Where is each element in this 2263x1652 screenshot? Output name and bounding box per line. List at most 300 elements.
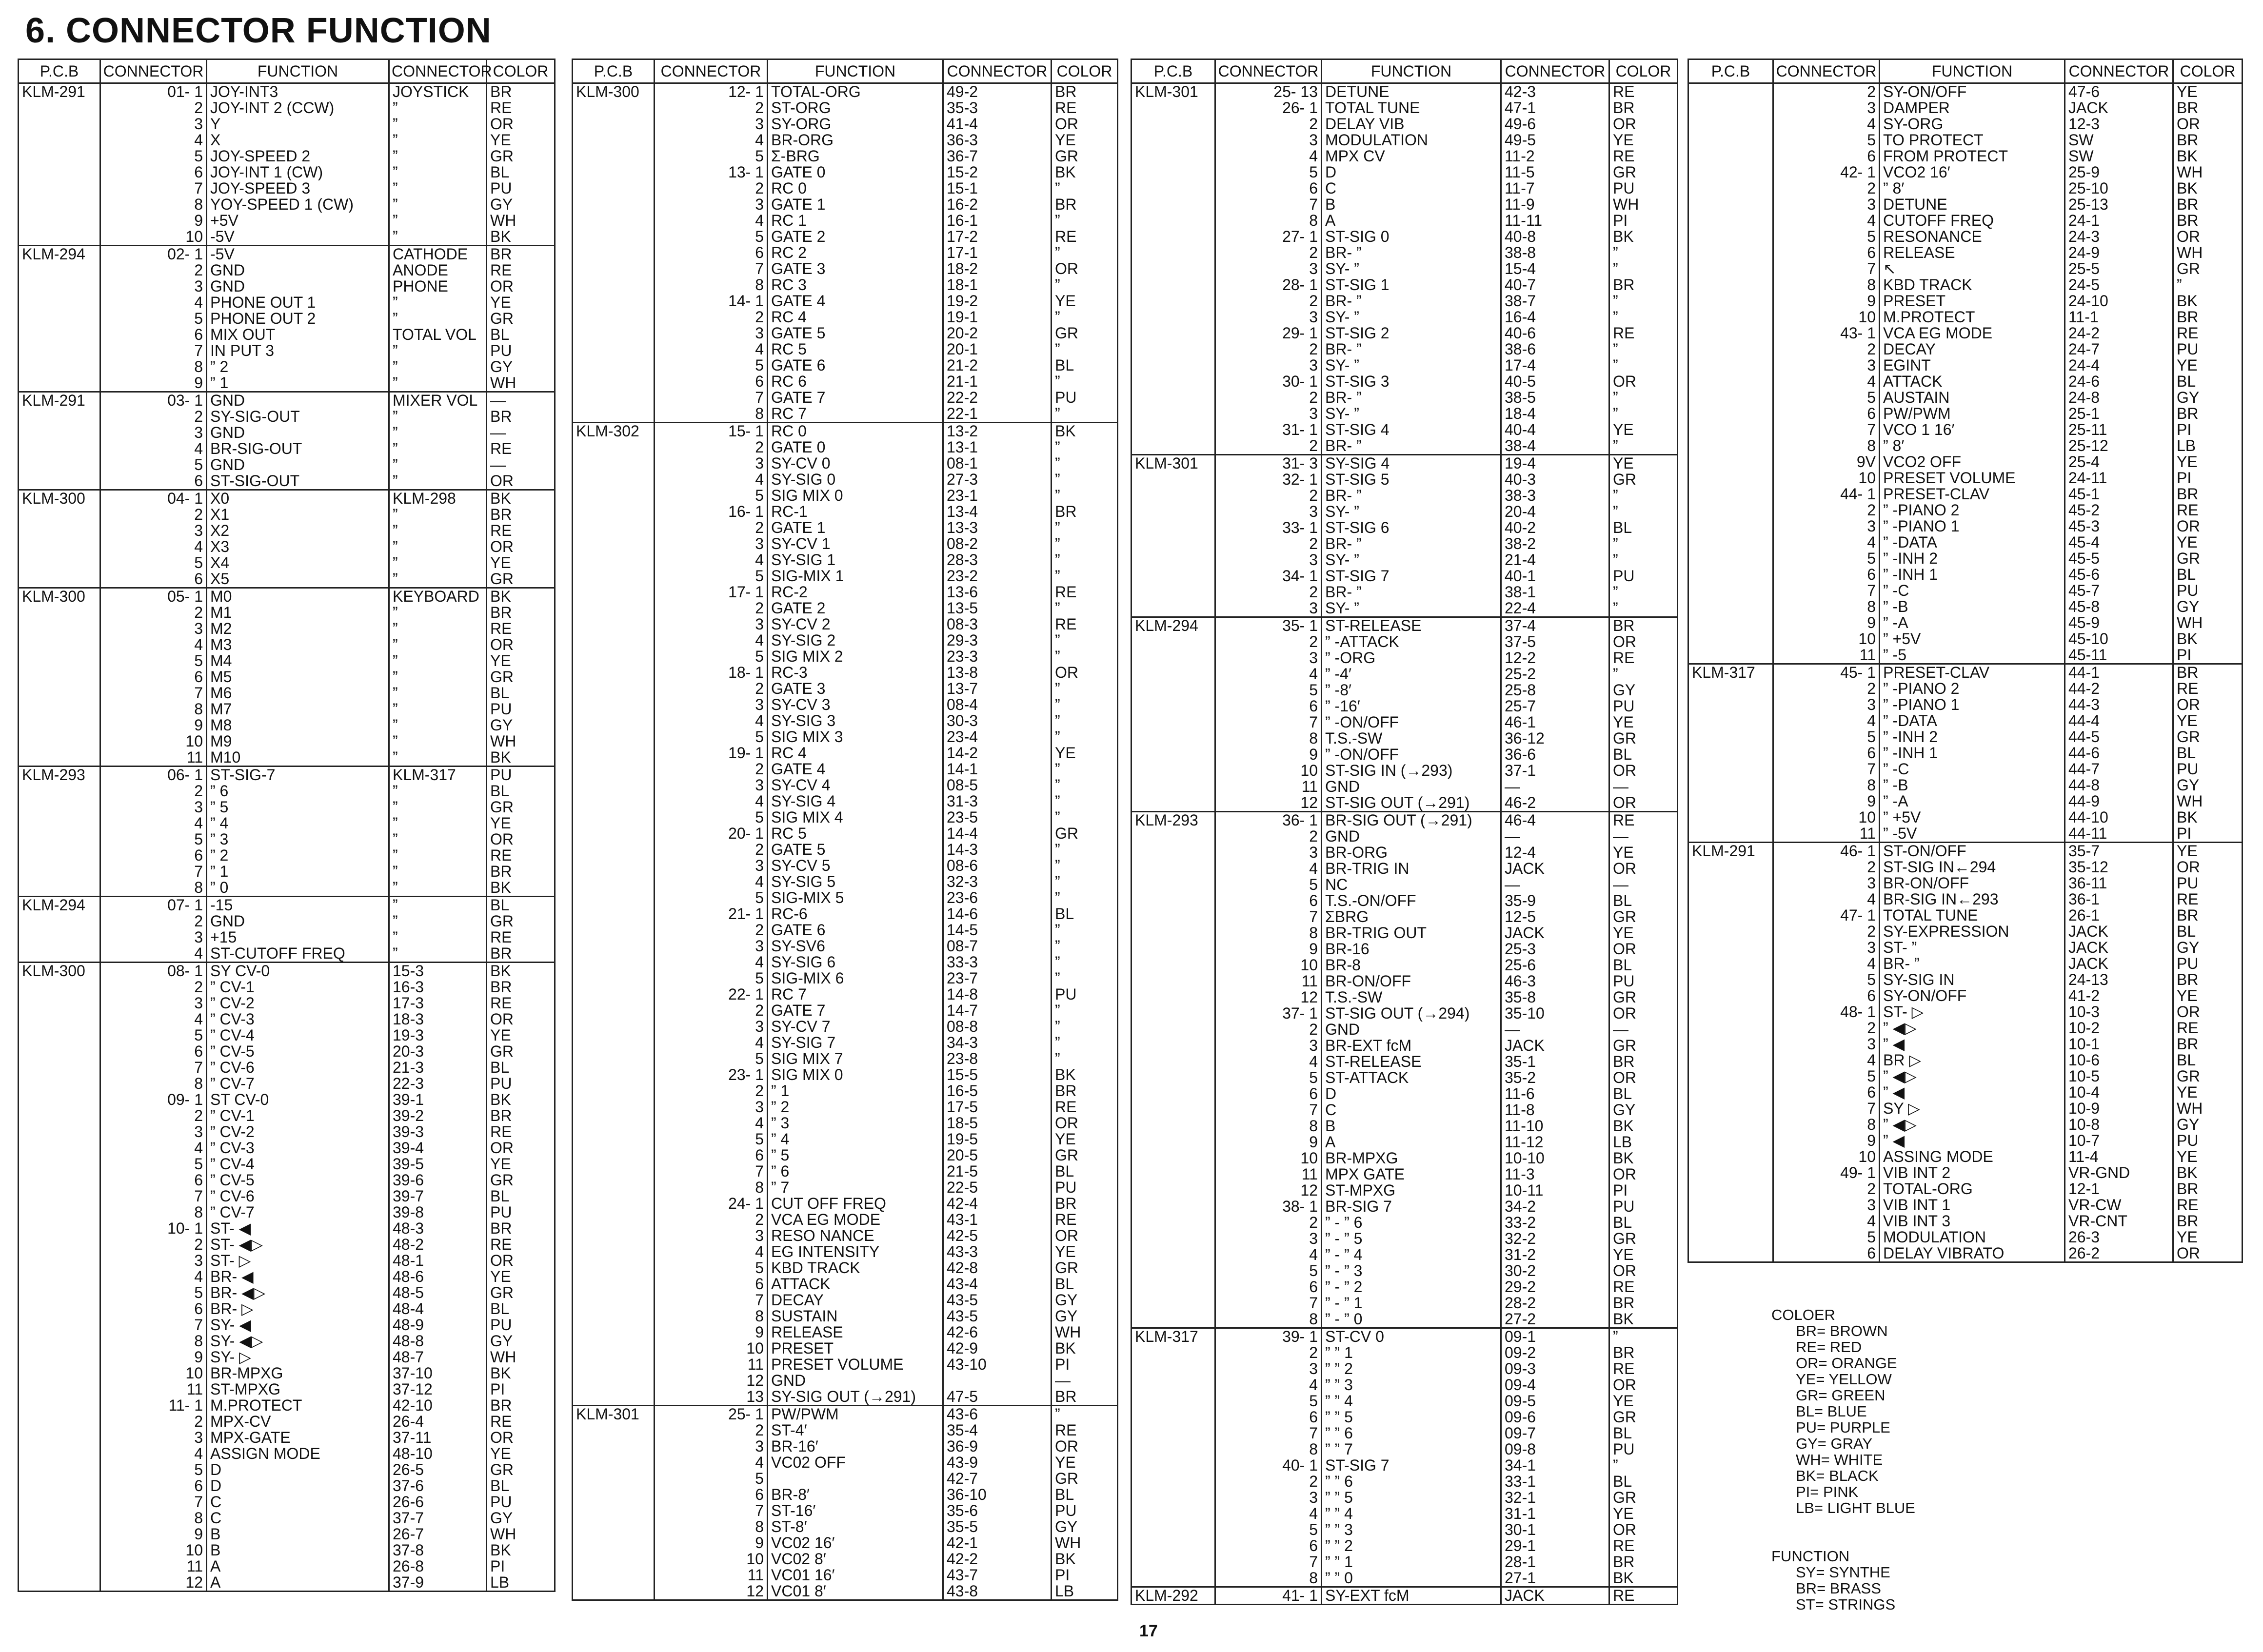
connector-pin: 6 [1773, 745, 1880, 761]
function-cell: M6 [207, 685, 389, 701]
function-cell: GATE 2 [768, 600, 943, 616]
connector-dest: 43-7 [943, 1567, 1052, 1583]
pcb-cell [19, 375, 100, 392]
table-row [1688, 583, 2243, 599]
connector-pin: 2 [1773, 681, 1880, 697]
pcb-cell [1688, 1213, 1773, 1229]
connector-pin: 3 [100, 425, 207, 441]
table-row [19, 929, 555, 945]
wire-color: PI [1052, 1567, 1118, 1583]
pcb-cell [1132, 1474, 1215, 1490]
connector-pin: 6 [655, 374, 768, 390]
connector-pin: 2 [655, 309, 768, 325]
table-row [573, 1019, 1118, 1035]
table-row [1688, 599, 2243, 615]
wire-color: PU [1609, 973, 1678, 989]
function-cell: SIG MIX 4 [768, 809, 943, 826]
color-legend-item: BK= BLACK [1796, 1467, 1879, 1484]
wire-color: ” [1052, 568, 1118, 584]
connector-pin: 4 [1215, 1506, 1322, 1522]
connector-dest: 22-4 [1501, 600, 1609, 617]
connector-dest: 08-1 [943, 455, 1052, 472]
wire-color: OR [1052, 1228, 1118, 1244]
connector-dest: 23-1 [943, 488, 1052, 504]
table-row [1132, 941, 1678, 957]
function-cell: RC 6 [768, 374, 943, 390]
function-cell: ST-SIG 2 [1322, 325, 1501, 341]
pcb-cell [19, 229, 100, 246]
table-row [19, 995, 555, 1011]
table-row [573, 1180, 1118, 1196]
wire-color: OR [2173, 697, 2243, 713]
function-cell: GATE 0 [768, 439, 943, 455]
connector-dest: 48-9 [389, 1317, 487, 1333]
wire-color: OR [487, 1253, 555, 1269]
connector-pin: 3 [1215, 552, 1322, 568]
connector-dest: 37-5 [1501, 634, 1609, 650]
table-row [19, 831, 555, 847]
connector-pin: 6 [655, 1276, 768, 1292]
table-row [1688, 1229, 2243, 1245]
pcb-cell [1688, 83, 1773, 100]
connector-pin: 40- 1 [1215, 1457, 1322, 1474]
connector-pin: 9 [655, 1324, 768, 1340]
pcb-cell [19, 100, 100, 116]
table-row [1132, 438, 1678, 455]
connector-pin: 6 [100, 1043, 207, 1060]
connector-dest: 14-2 [943, 745, 1052, 761]
pcb-cell [19, 457, 100, 473]
table-row [19, 197, 555, 213]
function-cell: ST- ▷ [1880, 1004, 2065, 1020]
wire-color: PU [1609, 568, 1678, 584]
pcb-cell [19, 864, 100, 880]
wire-color: GY [2173, 599, 2243, 615]
pcb-cell [19, 669, 100, 685]
wire-color: ” [1609, 390, 1678, 406]
wire-color: OR [1609, 795, 1678, 812]
connector-pin: 3 [1215, 1490, 1322, 1506]
table-row [1688, 1213, 2243, 1229]
connector-pin: 4 [100, 815, 207, 831]
table-row [573, 665, 1118, 681]
connector-pin: 2 [1773, 502, 1880, 518]
wire-color: OR [1052, 1438, 1118, 1455]
wire-color: PU [2173, 956, 2243, 972]
wire-color: ” [1052, 455, 1118, 472]
wire-color: BL [2173, 1052, 2243, 1068]
connector-dest: 39-5 [389, 1156, 487, 1172]
connector-pin: 11 [655, 1567, 768, 1583]
function-cell: ΣBRG [1322, 909, 1501, 925]
connector-pin: 11- 1 [100, 1397, 207, 1414]
pcb-cell [573, 632, 655, 649]
wire-color: OR [2173, 1245, 2243, 1262]
wire-color: WH [2173, 615, 2243, 631]
pcb-cell [19, 180, 100, 197]
connector-dest: 11-9 [1501, 197, 1609, 213]
wire-color: BK [1609, 1570, 1678, 1587]
connector-table-1 [18, 59, 556, 1592]
table-row [1688, 907, 2243, 924]
pcb-cell [19, 1333, 100, 1349]
table-row [573, 439, 1118, 455]
table-row [1688, 956, 2243, 972]
connector-dest: JACK [2065, 940, 2173, 956]
connector-dest: 35-5 [943, 1519, 1052, 1535]
wire-color: BR [1609, 1345, 1678, 1361]
table-row [19, 555, 555, 571]
connector-pin: 2 [655, 100, 768, 116]
pcb-cell [573, 1373, 655, 1389]
pcb-cell [1688, 374, 1773, 390]
pcb-cell [1688, 341, 1773, 357]
connector-dest: ” [389, 311, 487, 327]
pcb-cell [1132, 1295, 1215, 1311]
wire-color: RE [2173, 1020, 2243, 1036]
pcb-cell [573, 245, 655, 261]
function-cell: ST- ” [1880, 940, 2065, 956]
function-cell: ” CV-2 [207, 995, 389, 1011]
wire-color: PI [2173, 470, 2243, 486]
table-row [19, 229, 555, 246]
connector-pin: 6 [100, 473, 207, 490]
wire-color: YE [2173, 534, 2243, 551]
wire-color: YE [1052, 745, 1118, 761]
connector-dest: 39-2 [389, 1108, 487, 1124]
connector-dest: 36-7 [943, 148, 1052, 164]
function-cell: ST-ON/OFF [1880, 843, 2065, 860]
connector-pin: 2 [1773, 180, 1880, 197]
connector-dest: 12-5 [1501, 909, 1609, 925]
connector-dest: 25-5 [2065, 261, 2173, 277]
wire-color: BK [487, 1092, 555, 1108]
pcb-cell [1688, 777, 1773, 793]
table-row [1132, 682, 1678, 698]
connector-dest: 14-6 [943, 906, 1052, 922]
wire-color: ” [1052, 520, 1118, 536]
connector-pin: 7 [1773, 761, 1880, 777]
function-cell: SY-CV 4 [768, 777, 943, 793]
wire-color: OR [487, 473, 555, 490]
connector-dest: 36-11 [2065, 875, 2173, 891]
wire-color: GR [1609, 1490, 1678, 1506]
function-cell: GATE 1 [768, 197, 943, 213]
pcb-cell [573, 390, 655, 406]
connector-pin: 5 [655, 1260, 768, 1276]
connector-dest: 31-3 [943, 793, 1052, 809]
wire-color: OR [487, 539, 555, 555]
pcb-cell [19, 1542, 100, 1558]
function-cell: ” ” 3 [1322, 1377, 1501, 1393]
connector-pin: 4 [655, 874, 768, 890]
function-cell: GND [207, 457, 389, 473]
pcb-cell [573, 1163, 655, 1180]
wire-color: BR [2173, 907, 2243, 924]
function-cell: BR-TRIG IN [1322, 861, 1501, 877]
table-row [1688, 664, 2243, 681]
connector-pin: 4 [1773, 374, 1880, 390]
connector-dest: 35-2 [1501, 1070, 1609, 1086]
pcb-cell [1132, 698, 1215, 714]
wire-color: ” [1609, 406, 1678, 422]
connector-dest: 36-10 [943, 1487, 1052, 1503]
connector-dest: 25-1 [2065, 406, 2173, 422]
connector-pin: 8 [655, 277, 768, 293]
function-cell: ST-SIG 4 [1322, 422, 1501, 438]
wire-color: RE [487, 621, 555, 637]
wire-color: BR [1609, 617, 1678, 634]
connector-pin: 3 [100, 278, 207, 295]
pcb-cell [1132, 213, 1215, 229]
wire-color: RE [487, 995, 555, 1011]
wire-color: GR [1609, 909, 1678, 925]
connector-pin: 8 [1773, 599, 1880, 615]
table-row [1688, 357, 2243, 374]
function-cell: BR-ON/OFF [1322, 973, 1501, 989]
connector-pin: 3 [1773, 518, 1880, 534]
wire-color: ” [1052, 874, 1118, 890]
pcb-cell [19, 473, 100, 490]
connector-pin: 4 [1773, 1052, 1880, 1068]
connector-dest: 22-5 [943, 1180, 1052, 1196]
connector-dest: 18-4 [1501, 406, 1609, 422]
connector-pin: 11 [655, 1357, 768, 1373]
function-cell: X0 [207, 490, 389, 507]
connector-dest: SW [2065, 132, 2173, 148]
wire-color: OR [1052, 261, 1118, 277]
table-row [573, 681, 1118, 697]
wire-color: BK [2173, 148, 2243, 164]
table-row [573, 1067, 1118, 1083]
table-row [1688, 534, 2243, 551]
pcb-cell [1132, 1538, 1215, 1554]
table-row [19, 605, 555, 621]
wire-color: BR [2173, 1181, 2243, 1197]
table-row [1132, 1150, 1678, 1166]
connector-dest: ” [389, 148, 487, 164]
table-row [573, 293, 1118, 309]
table-row [1132, 148, 1678, 164]
wire-color: OR [487, 831, 555, 847]
wire-color: RE [1609, 1279, 1678, 1295]
connector-pin: 9 [100, 375, 207, 392]
table-row [573, 245, 1118, 261]
table-row [573, 584, 1118, 600]
table-row [19, 799, 555, 815]
connector-dest: 09-6 [1501, 1409, 1609, 1425]
table-row [1132, 261, 1678, 277]
wire-color: ” [1052, 793, 1118, 809]
function-cell: SY- ◀▷ [207, 1333, 389, 1349]
function-cell: GATE 5 [768, 325, 943, 341]
function-cell: SIG-MIX 5 [768, 890, 943, 906]
connector-pin: 4 [655, 1455, 768, 1471]
connector-dest: ” [389, 441, 487, 457]
pcb-cell [19, 783, 100, 799]
pcb-cell [1688, 518, 1773, 534]
wire-color: ” [1052, 761, 1118, 777]
connector-pin: 28- 1 [1215, 277, 1322, 293]
function-cell: TOTAL-ORG [768, 83, 943, 100]
connector-pin: 2 [1773, 1181, 1880, 1197]
pcb-cell [573, 858, 655, 874]
connector-dest: JOYSTICK [389, 83, 487, 100]
table-row [573, 520, 1118, 536]
pcb-cell [573, 616, 655, 632]
wire-color: WH [1052, 1324, 1118, 1340]
wire-color: ” [1052, 439, 1118, 455]
wire-color: BR [2173, 406, 2243, 422]
function-cell: ” CV-2 [207, 1124, 389, 1140]
connector-pin: 9 [1215, 941, 1322, 957]
connector-dest: 29-2 [1501, 1279, 1609, 1295]
table-row [19, 588, 555, 605]
table-row [19, 1349, 555, 1365]
table-row [19, 507, 555, 523]
pcb-cell [1132, 148, 1215, 164]
table-row [19, 262, 555, 278]
table-row [1688, 454, 2243, 470]
wire-color: PU [1052, 1180, 1118, 1196]
connector-pin: 7 [1215, 1295, 1322, 1311]
connector-dest: 29-3 [943, 632, 1052, 649]
function-cell: ASSIGN MODE [207, 1446, 389, 1462]
pcb-cell [19, 1188, 100, 1204]
wire-color: ” [1052, 970, 1118, 986]
connector-pin: 2 [100, 1237, 207, 1253]
wire-color: PI [2173, 826, 2243, 843]
connector-dest: 09-4 [1501, 1377, 1609, 1393]
pcb-cell [1132, 925, 1215, 941]
table-row [1132, 197, 1678, 213]
connector-dest: 09-7 [1501, 1425, 1609, 1441]
pcb-cell [1132, 1199, 1215, 1215]
pcb-cell [19, 733, 100, 749]
pcb-cell [19, 539, 100, 555]
pcb-cell [1132, 584, 1215, 600]
wire-color: BR [1052, 1196, 1118, 1212]
table-row [1688, 940, 2243, 956]
pcb-cell [1132, 795, 1215, 812]
connector-pin: 3 [1773, 875, 1880, 891]
function-cell: ” - ” 0 [1322, 1311, 1501, 1328]
function-cell: A [1322, 213, 1501, 229]
connector-pin: 4 [655, 472, 768, 488]
table-row [1132, 1425, 1678, 1441]
pcb-cell [19, 1381, 100, 1397]
pcb-cell [1688, 197, 1773, 213]
function-cell: ST CV-0 [207, 1092, 389, 1108]
pcb-cell [19, 1478, 100, 1494]
connector-pin: 5 [1215, 1393, 1322, 1409]
table-row [1132, 1345, 1678, 1361]
wire-color: BK [1052, 1551, 1118, 1567]
pcb-cell [1132, 1279, 1215, 1295]
function-cell: ” ” 0 [1322, 1570, 1501, 1587]
pcb-cell: KLM-301 [573, 1406, 655, 1423]
wire-color: ” [1052, 1051, 1118, 1067]
pcb-cell [1132, 634, 1215, 650]
pcb-cell [1132, 132, 1215, 148]
pcb-cell [19, 1317, 100, 1333]
wire-color: ” [1052, 1003, 1118, 1019]
connector-pin: 7 [1773, 1101, 1880, 1117]
connector-pin: 9 [100, 717, 207, 733]
table-row [1688, 229, 2243, 245]
connector-dest: 43-5 [943, 1292, 1052, 1308]
connector-dest: 38-4 [1501, 438, 1609, 455]
connector-dest: 20-5 [943, 1147, 1052, 1163]
connector-pin: 5 [1773, 1229, 1880, 1245]
connector-pin: 9 [655, 1535, 768, 1551]
pcb-cell [1132, 488, 1215, 504]
wire-color: OR [2173, 518, 2243, 534]
table-row [573, 1422, 1118, 1438]
pcb-cell: KLM-302 [573, 423, 655, 440]
table-row [1132, 861, 1678, 877]
table-row [19, 945, 555, 963]
function-cell: SIG MIX 0 [768, 1067, 943, 1083]
connector-pin: 21- 1 [655, 906, 768, 922]
pcb-cell [1132, 1166, 1215, 1182]
function-cell: ” -5 [1880, 647, 2065, 664]
table-row [19, 1526, 555, 1542]
connector-pin: 8 [655, 406, 768, 423]
connector-pin: 4 [655, 341, 768, 357]
connector-pin: 2 [655, 1003, 768, 1019]
function-cell: ” -DATA [1880, 713, 2065, 729]
connector-dest: 25-7 [1501, 698, 1609, 714]
connector-dest: 19-3 [389, 1027, 487, 1043]
pcb-cell [1688, 164, 1773, 180]
connector-pin: 6 [1773, 1245, 1880, 1262]
connector-dest: 16-2 [943, 197, 1052, 213]
wire-color: BR [2173, 100, 2243, 116]
wire-color: BR [487, 1108, 555, 1124]
connector-pin: 6 [1773, 148, 1880, 164]
wire-color: BK [487, 963, 555, 980]
color-legend-item: OR= ORANGE [1796, 1355, 1897, 1372]
table-row [1132, 1328, 1678, 1345]
table-row [1132, 1377, 1678, 1393]
wire-color: YE [2173, 454, 2243, 470]
table-row [19, 1156, 555, 1172]
function-cell: ” -ORG [1322, 650, 1501, 666]
wire-color: RE [1609, 148, 1678, 164]
connector-dest: 30-2 [1501, 1263, 1609, 1279]
connector-pin: 36- 1 [1215, 812, 1322, 829]
connector-dest: 11-4 [2065, 1149, 2173, 1165]
function-cell: M2 [207, 621, 389, 637]
wire-color: BL [1052, 1163, 1118, 1180]
pcb-cell [1688, 534, 1773, 551]
connector-pin: 2 [100, 262, 207, 278]
wire-color: ” [1052, 890, 1118, 906]
connector-dest: 48-5 [389, 1285, 487, 1301]
function-cell: C [1322, 1102, 1501, 1118]
connector-pin: 25- 13 [1215, 83, 1322, 100]
table-row [19, 1060, 555, 1076]
wire-color: — [1609, 1022, 1678, 1038]
wire-color: ” [1609, 488, 1678, 504]
connector-dest: 49-5 [1501, 132, 1609, 148]
wire-color: BL [2173, 745, 2243, 761]
table-row [19, 1333, 555, 1349]
table-row [1688, 406, 2243, 422]
connector-pin: 5 [100, 1156, 207, 1172]
connector-pin: 4 [1215, 1054, 1322, 1070]
